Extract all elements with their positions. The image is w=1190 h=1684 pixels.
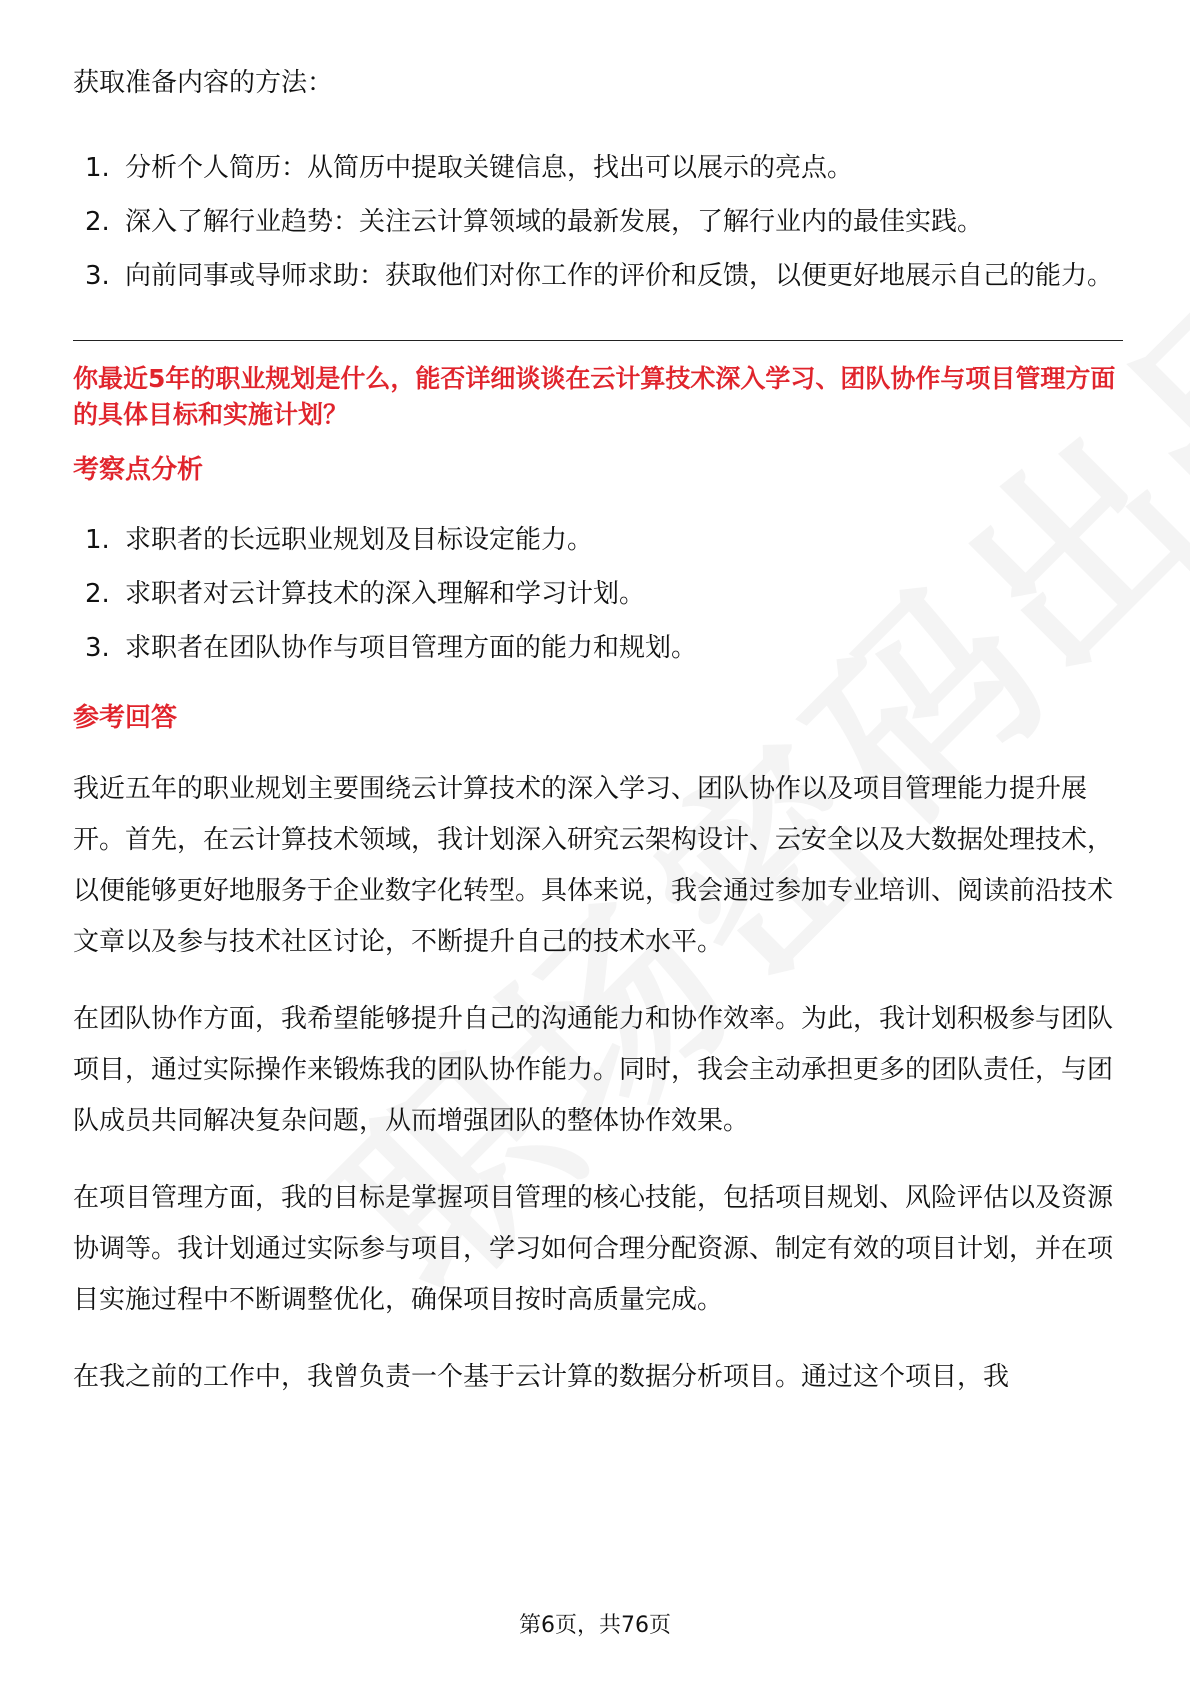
page-content [73, 58, 1123, 1403]
section-divider [73, 340, 1123, 341]
list-number: 1. [85, 153, 110, 183]
list-text: 分析个人简历：从简历中提取关键信息，找出可以展示的亮点。 [125, 153, 854, 183]
page-footer: 第6页，共76页 [519, 1613, 671, 1638]
list-text: 向前同事或导师求助：获取他们对你工作的评价和反馈，以便更好地展示自己的能力。 [125, 261, 1114, 291]
intro-list [73, 143, 1123, 302]
list-text: 求职者的长远职业规划及目标设定能力。 [125, 525, 594, 555]
list-text: 求职者在团队协作与项目管理方面的能力和规划。 [125, 633, 698, 663]
analysis-list [73, 515, 1123, 674]
answer-title: 参考回答 [73, 703, 178, 733]
list-text: 求职者对云计算技术的深入理解和学习计划。 [125, 579, 646, 609]
answer-paragraph: 我近五年的职业规划主要围绕云计算技术的深入学习、团队协作以及项目管理能力提升展开。首先，在云计算技术领域，我计划深入研究云架构设计、云安全以及大数据处理技术，以便能够更好地服务于企业数字化转型。具体来说，我会通过参加专业培训、阅读前沿技术文章以及参与技术社区讨论，不断提升自己的技术水平。 [73, 774, 1114, 957]
question-heading: 你最近5年的职业规划是什么，能否详细谈谈在云计算技术深入学习、团队协作与项目管理方面的具体目标和实施计划？ [73, 364, 1116, 429]
answer-paragraph: 在项目管理方面，我的目标是掌握项目管理的核心技能，包括项目规划、风险评估以及资源协调等。我计划通过实际参与项目，学习如何合理分配资源、制定有效的项目计划，并在项目实施过程中不断调整优化，确保项目按时高质量完成。 [73, 1183, 1114, 1315]
list-item [73, 515, 1123, 566]
list-item [73, 251, 1125, 302]
list-number: 1. [85, 525, 110, 555]
list-item [73, 143, 1123, 194]
list-item [73, 569, 1123, 620]
answer-paragraph: 在我之前的工作中，我曾负责一个基于云计算的数据分析项目。通过这个项目，我 [73, 1362, 1010, 1392]
intro-heading: 获取准备内容的方法： [73, 68, 334, 98]
list-item [73, 623, 1123, 674]
list-number: 2. [85, 207, 110, 237]
list-item [73, 197, 1123, 248]
answer-paragraph: 在团队协作方面，我希望能够提升自己的沟通能力和协作效率。为此，我计划积极参与团队项目，通过实际操作来锻炼我的团队协作能力。同时，我会主动承担更多的团队责任，与团队成员共同解决复杂问题，从而增强团队的整体协作效果。 [73, 1004, 1114, 1136]
list-number: 2. [85, 579, 110, 609]
list-text: 深入了解行业趋势：关注云计算领域的最新发展，了解行业内的最佳实践。 [125, 207, 984, 237]
list-number: 3. [85, 633, 110, 663]
analysis-title: 考察点分析 [73, 455, 204, 485]
list-number: 3. [85, 261, 110, 291]
